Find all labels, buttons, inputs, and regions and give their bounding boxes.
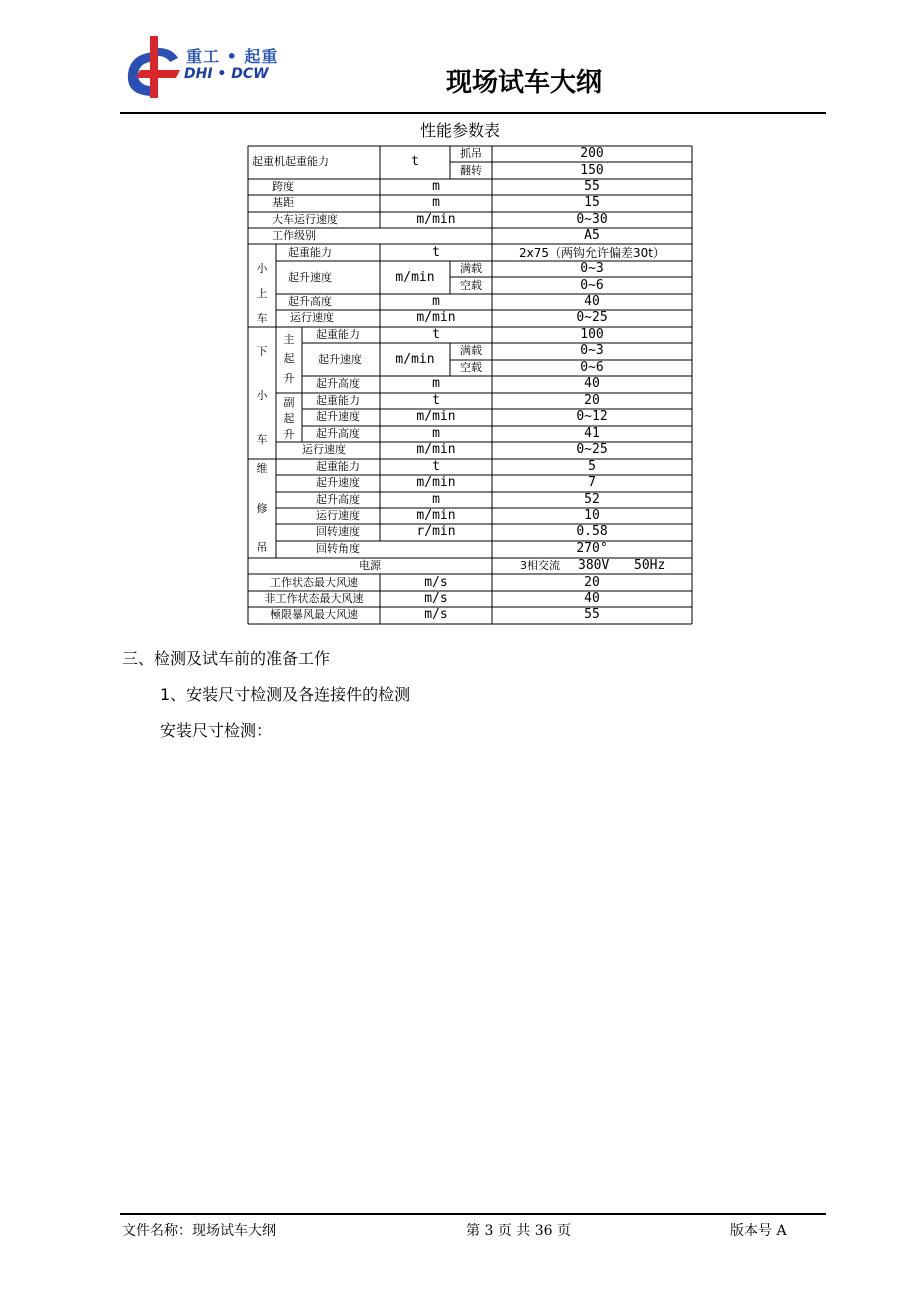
cell-power-phase: 3相交流 (520, 559, 560, 572)
logo-text-en: DHI • DCW (184, 66, 269, 82)
cell-mc-value: 270° (576, 541, 608, 556)
subsection-heading: 1、安装尺寸检测及各连接件的检测 (160, 685, 411, 704)
group-maintenance-1: 维 (256, 462, 268, 475)
cell-mh-empty-value: 0~6 (580, 360, 604, 375)
cell-ut-capacity-label: 起重能力 (288, 246, 332, 259)
cell-ah-hoist-speed-label: 起升速度 (316, 410, 360, 423)
cell-ah-hoist-height-value: 41 (584, 426, 600, 441)
group-upper-trolley-3: 车 (256, 312, 268, 325)
group-main-hoist-3: 升 (283, 372, 295, 385)
cell-mc-value: 10 (584, 508, 600, 523)
cell-ah-hoist-speed-unit: m/min (416, 409, 456, 424)
cell-mh-hoist-height-label: 起升高度 (316, 377, 360, 390)
body-line: 安装尺寸检测： (160, 721, 273, 740)
cell-ah-hoist-height-label: 起升高度 (316, 427, 360, 440)
cell-span-unit: m (432, 179, 440, 194)
cell-travel-speed-unit: m/min (416, 212, 456, 227)
group-upper-trolley-2: 上 (256, 287, 268, 300)
group-lower-trolley-1: 下 (256, 345, 268, 358)
cell-ut-full-value: 0~3 (580, 261, 604, 276)
cell-wind-unit: m/s (424, 607, 448, 622)
cell-mh-hoist-height-unit: m (432, 376, 440, 391)
group-lower-trolley-2: 小 (256, 389, 268, 402)
cell-lifting-capacity-unit: t (411, 154, 419, 169)
cell-base-label: 基距 (272, 196, 294, 209)
cell-mc-label: 回转角度 (316, 542, 360, 555)
cell-mc-unit: m (432, 492, 440, 507)
cell-ut-empty-label: 空载 (460, 279, 482, 292)
cell-work-class-label: 工作级别 (272, 229, 316, 242)
cell-ut-hoist-height-value: 40 (584, 294, 600, 309)
group-main-hoist-1: 主 (283, 333, 295, 346)
cell-mh-empty-label: 空载 (460, 361, 482, 374)
cell-work-class-value: A5 (584, 228, 600, 243)
table-title: 性能参数表 (419, 121, 500, 140)
cell-power-label: 电源 (359, 559, 381, 572)
group-upper-trolley-1: 小 (256, 262, 268, 275)
cell-mc-value: 7 (588, 475, 596, 490)
cell-base-unit: m (432, 195, 440, 210)
cell-hook-label: 抓吊 (460, 147, 482, 160)
footer-rule (120, 1213, 826, 1215)
cell-ut-capacity-value: 2x75（两钩允许偏差30t） (519, 246, 665, 260)
cell-mh-full-label: 满载 (460, 344, 482, 357)
cell-mh-capacity-label: 起重能力 (316, 328, 360, 341)
section-heading: 三、检测及试车前的准备工作 (122, 649, 331, 668)
cell-ut-full-label: 满载 (460, 262, 482, 275)
cell-mc-unit: m/min (416, 508, 456, 523)
document-title: 现场试车大纲 (446, 68, 603, 98)
group-main-hoist-2: 起 (283, 352, 295, 365)
group-maintenance-2: 修 (256, 502, 268, 515)
cell-lt-run-speed-label: 运行速度 (302, 443, 346, 456)
cell-ut-empty-value: 0~6 (580, 278, 604, 293)
cell-mc-value: 0.58 (576, 524, 608, 539)
cell-mc-label: 起升速度 (316, 476, 360, 489)
cell-travel-speed-label: 大车运行速度 (272, 213, 338, 226)
cell-wind-value: 40 (584, 591, 600, 606)
logo-text-cn: 重工 • 起重 (186, 47, 279, 66)
cell-mh-hoist-speed-unit: m/min (395, 352, 435, 367)
footer-page-number: 第 3 页 共 36 页 (466, 1223, 571, 1239)
cell-wind-label: 非工作状态最大风速 (264, 592, 364, 605)
group-maintenance-3: 吊 (256, 541, 268, 554)
cell-ah-capacity-value: 20 (584, 393, 600, 408)
cell-mc-unit: t (432, 459, 440, 474)
cell-power-frequency: 50Hz (634, 558, 666, 573)
cell-mc-label: 起升高度 (316, 493, 360, 506)
cell-mc-value: 52 (584, 492, 600, 507)
group-lower-trolley-3: 车 (256, 433, 268, 446)
cell-power-voltage: 380V (578, 558, 610, 573)
cell-ut-capacity-unit: t (432, 245, 440, 260)
cell-wind-unit: m/s (424, 575, 448, 590)
group-aux-hoist-1: 副 (283, 396, 295, 409)
cell-ut-run-speed-value: 0~25 (576, 310, 608, 325)
footer-filename: 文件名称：现场试车大纲 (122, 1223, 276, 1239)
cell-mc-label: 回转速度 (316, 525, 360, 538)
cell-mc-label: 运行速度 (316, 509, 360, 522)
cell-hook-value: 200 (580, 146, 604, 161)
cell-mc-value: 5 (588, 459, 596, 474)
cell-wind-value: 55 (584, 607, 600, 622)
cell-ah-hoist-speed-value: 0~12 (576, 409, 608, 424)
footer-version: 版本号 A (730, 1223, 787, 1239)
cell-mh-hoist-height-value: 40 (584, 376, 600, 391)
cell-mc-label: 起重能力 (316, 460, 360, 473)
group-aux-hoist-3: 升 (283, 428, 295, 441)
cell-wind-label: 工作状态最大风速 (270, 576, 358, 589)
cell-rotate-label: 翻转 (460, 164, 482, 177)
cell-mc-unit: m/min (416, 475, 456, 490)
cell-wind-value: 20 (584, 575, 600, 590)
cell-ut-hoist-speed-label: 起升速度 (288, 271, 332, 284)
cell-lifting-capacity-label: 起重机起重能力 (252, 155, 329, 168)
cell-ut-hoist-height-label: 起升高度 (288, 295, 332, 308)
cell-span-value: 55 (584, 179, 600, 194)
cell-lt-run-speed-value: 0~25 (576, 442, 608, 457)
cell-ah-capacity-unit: t (432, 393, 440, 408)
cell-travel-speed-value: 0~30 (576, 212, 608, 227)
cell-mc-unit: r/min (416, 524, 456, 539)
cell-ut-hoist-speed-unit: m/min (395, 270, 435, 285)
cell-mh-hoist-speed-label: 起升速度 (318, 353, 362, 366)
cell-mh-full-value: 0~3 (580, 343, 604, 358)
group-aux-hoist-2: 起 (283, 412, 295, 425)
cell-ut-run-speed-unit: m/min (416, 310, 456, 325)
cell-rotate-value: 150 (580, 163, 604, 178)
cell-mh-capacity-value: 100 (580, 327, 604, 342)
cell-wind-unit: m/s (424, 591, 448, 606)
cell-ah-capacity-label: 起重能力 (316, 394, 360, 407)
cell-mh-capacity-unit: t (432, 327, 440, 342)
cell-wind-label: 極限暴风最大风速 (270, 608, 358, 621)
cell-span-label: 跨度 (272, 180, 294, 193)
cell-ut-hoist-height-unit: m (432, 294, 440, 309)
cell-lt-run-speed-unit: m/min (416, 442, 456, 457)
cell-ah-hoist-height-unit: m (432, 426, 440, 441)
cell-base-value: 15 (584, 195, 600, 210)
cell-ut-run-speed-label: 运行速度 (290, 311, 334, 324)
